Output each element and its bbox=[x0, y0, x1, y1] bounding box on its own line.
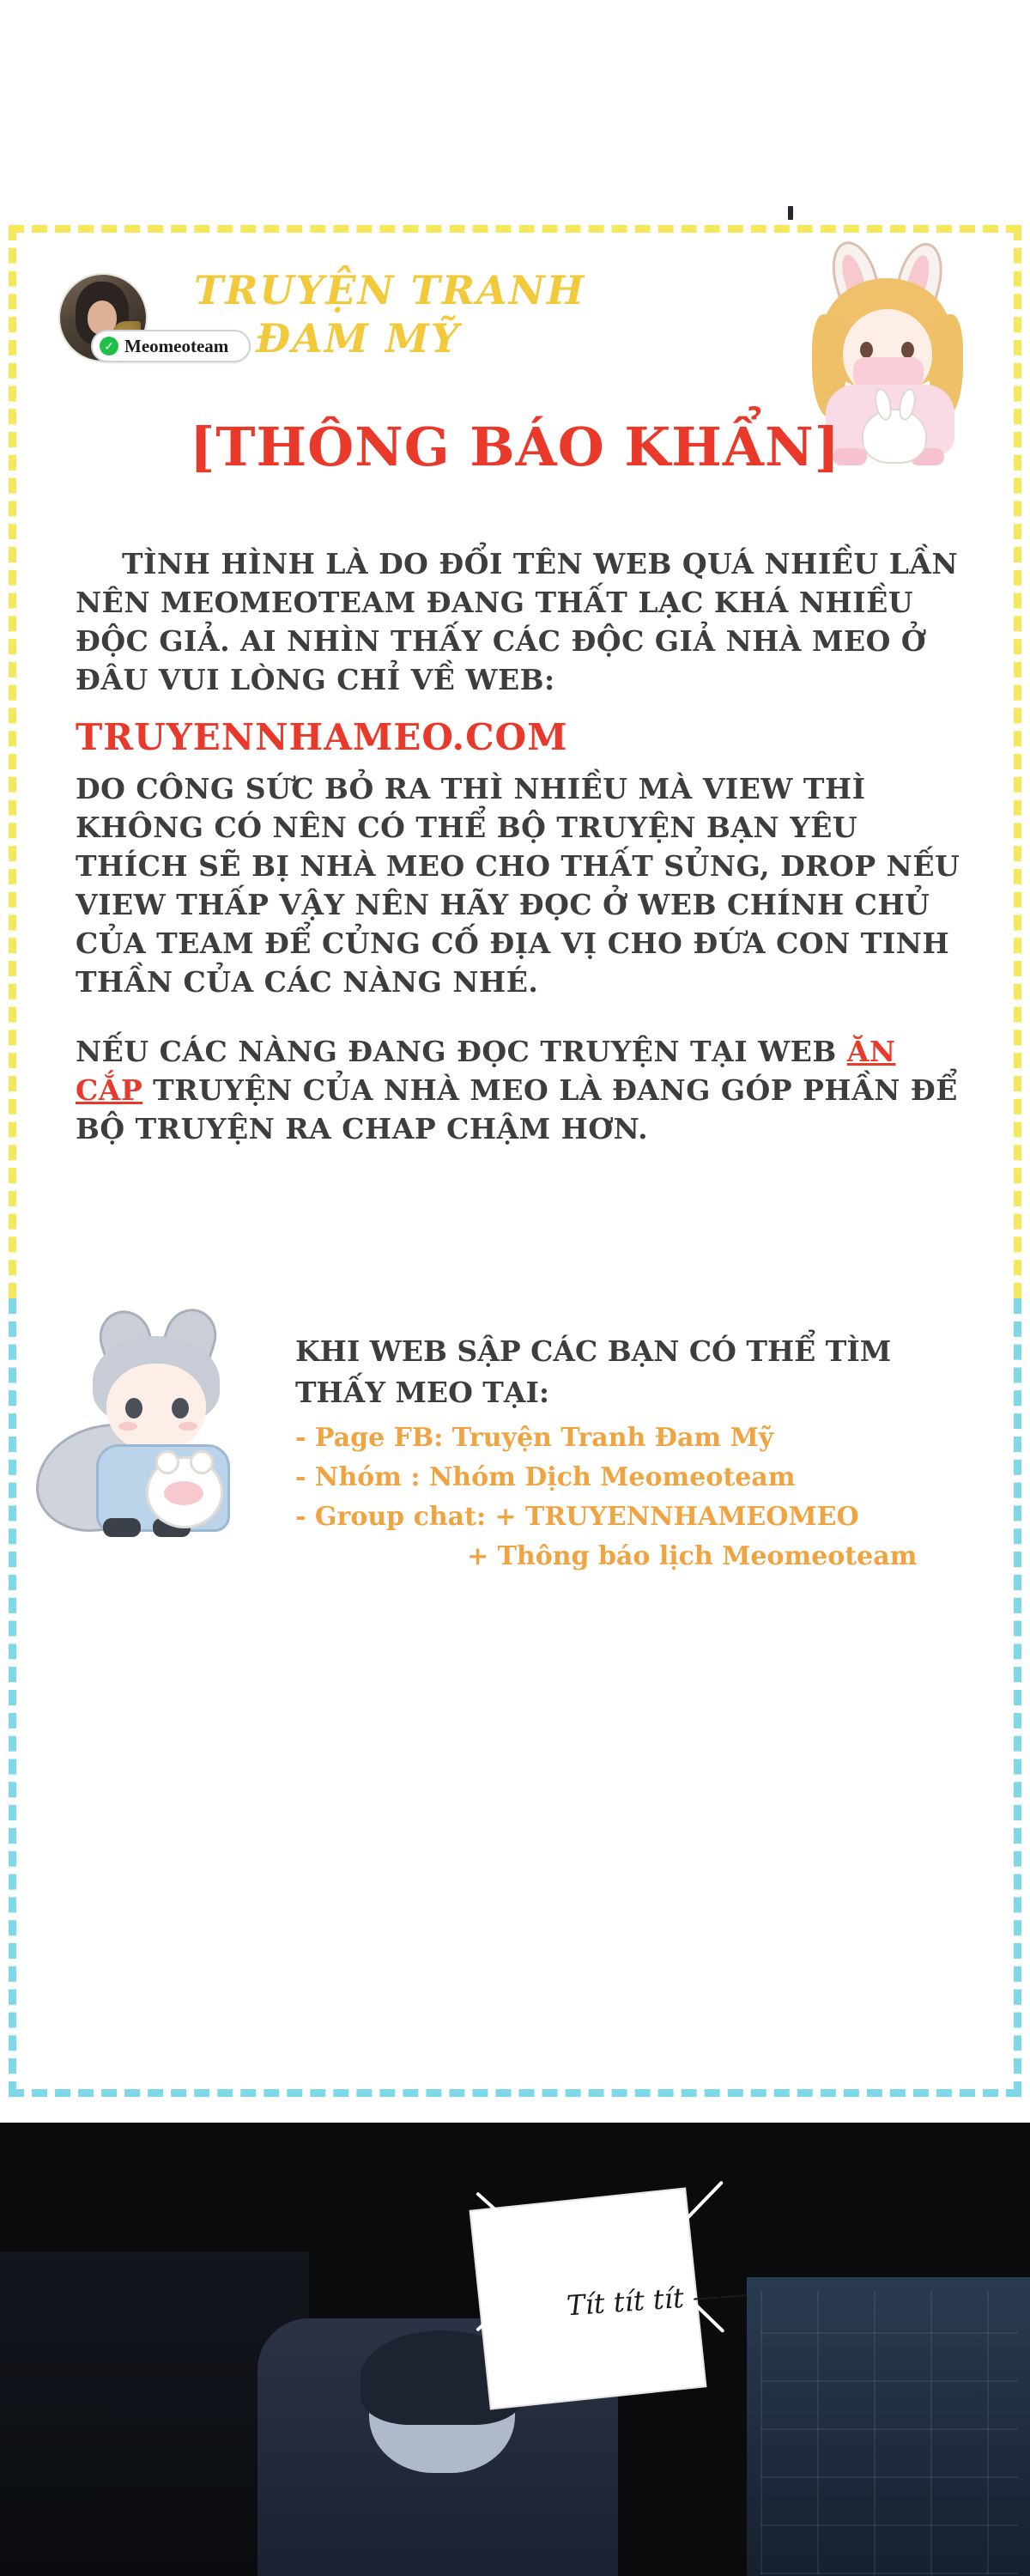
contact-heading: KHI WEB SẬP CÁC BẠN CÓ THỂ TÌM THẤY MEO TẠI: bbox=[295, 1334, 892, 1409]
list-item-sub: + Thông báo lịch Meomeoteam bbox=[467, 1541, 918, 1571]
page-title: [THÔNG BÁO KHẨN] bbox=[190, 416, 840, 478]
verified-check-icon: ✓ bbox=[100, 337, 118, 355]
notice-paragraph-1 bbox=[76, 544, 968, 699]
page-mark bbox=[788, 206, 793, 220]
brand-title-line1: TRUYỆN TRANH bbox=[194, 267, 586, 313]
notice-paragraph-3-highlight: ĂN CẮP bbox=[76, 1035, 896, 1107]
notice-paragraph-3-part2: TRUYỆN CỦA NHÀ MEO LÀ ĐANG GÓP PHẦN ĐỂ BỘ TRUYỆN RA CHAP CHẬM HƠN. bbox=[76, 1073, 958, 1145]
brand-title bbox=[194, 266, 675, 362]
list-item: - Nhóm : Nhóm Dịch Meomeoteam bbox=[295, 1462, 796, 1492]
brand-title-line2: ĐAM MỸ bbox=[256, 315, 461, 361]
wolf-boy-illustration bbox=[36, 1297, 268, 1546]
notice-paragraph-2-text: DO CÔNG SỨC BỎ RA THÌ NHIỀU MÀ VIEW THÌ KHÔNG CÓ NÊN CÓ THỂ BỘ TRUYỆN BẠN YÊU THÍCH SẼ BỊ NHÀ MEO CHO THẤT SỦNG, DROP NẾU VIEW THẤP VẬY NÊN HÃY ĐỌC Ở WEB CHÍNH CHỦ CỦA TEAM ĐỂ CỦNG CỐ ĐỊA VỊ CHO ĐỨA CON TINH THẦN CỦA CÁC NÀNG NHÉ. bbox=[76, 772, 960, 999]
website-link[interactable]: TRUYENNHAMEO.COM bbox=[76, 716, 568, 758]
notice-paragraph-3 bbox=[76, 1032, 968, 1148]
sfx-text: Tít tít tít —— bbox=[565, 2276, 748, 2323]
announcement-panel bbox=[9, 225, 1021, 2097]
team-name-label: Meomeoteam bbox=[124, 335, 229, 356]
list-item: - Page FB: Truyện Tranh Đam Mỹ bbox=[295, 1423, 774, 1453]
contact-list bbox=[295, 1419, 982, 1577]
top-whitespace bbox=[0, 0, 1030, 225]
notice-paragraph-1-text: TÌNH HÌNH LÀ DO ĐỔI TÊN WEB QUÁ NHIỀU LẦN NÊN MEOMEOTEAM ĐANG THẤT LẠC KHÁ NHIỀU ĐỘC GIẢ. AI NHÌN THẤY CÁC ĐỘC GIẢ NHÀ MEO Ở ĐÂU VUI LÒNG CHỈ VỀ WEB: bbox=[76, 547, 959, 696]
notice-paragraph-3-part1: NẾU CÁC NÀNG ĐANG ĐỌC TRUYỆN TẠI WEB bbox=[76, 1035, 847, 1068]
list-item: - Group chat: + TRUYENNHAMEOMEO bbox=[295, 1502, 859, 1532]
comic-panel bbox=[0, 2123, 1030, 2576]
comic-window-grid bbox=[760, 2291, 1018, 2574]
notice-paragraph-2 bbox=[76, 769, 968, 1001]
